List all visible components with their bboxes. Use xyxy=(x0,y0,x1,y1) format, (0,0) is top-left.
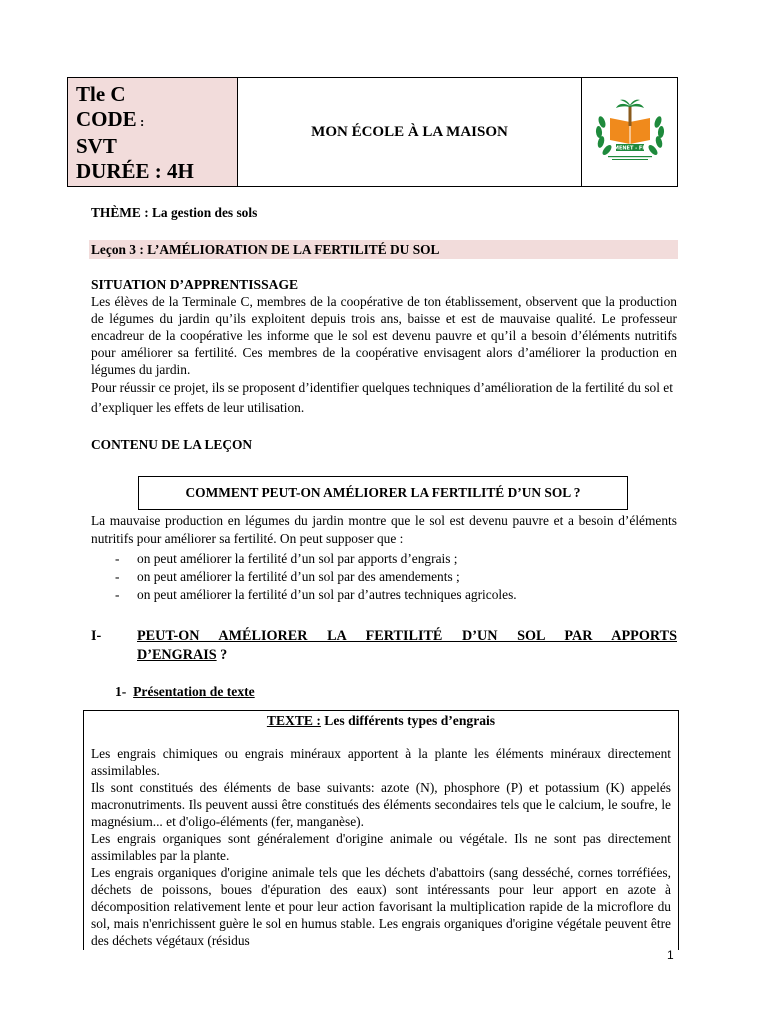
header-info-cell xyxy=(68,78,238,186)
text-paragraph: Les engrais chimiques ou engrais minéraux apportent à la plante les éléments minéraux directement assimilables. xyxy=(91,746,671,778)
intro-text: La mauvaise production en légumes du jardin montre que le sol est devenu pauvre et a besoin d’éléments nutritifs pour améliorer sa fertilité. On peut supposer que : xyxy=(91,513,677,546)
class-label: Tle C xyxy=(76,82,126,106)
section-1-title-line2: D’ENGRAIS ? xyxy=(137,647,228,663)
lecon-title: Leçon 3 : L’AMÉLIORATION DE LA FERTILITÉ DU SOL xyxy=(91,242,440,257)
header-table xyxy=(67,77,678,187)
code-label: CODE : xyxy=(76,107,145,131)
page-number: 1 xyxy=(667,948,674,962)
hypothesis-list xyxy=(115,550,675,604)
list-item: - on peut améliorer la fertilité d’un sol par d’autres techniques agricoles. xyxy=(115,587,517,602)
contenu-title: CONTENU DE LA LEÇON xyxy=(91,437,253,452)
section-1-number: I- xyxy=(91,628,102,644)
situation-paragraph-1: Les élèves de la Terminale C, membres de la coopérative de ton établissement, observent que la production de légumes du jardin qu’ils exploitent depuis trois ans, baisse et est de mauvaise qualité. Le professeur encadreur de la coopérative les informe que le sol est devenu pauvre et qu’il a besoin d’éléments nutritifs pour améliorer sa fertilité. Ces membres de la coopérative envisagent alors d’améliorer la production en légumes du jardin. xyxy=(91,294,677,377)
subsection-1-heading: 1- Présentation de texte xyxy=(115,684,255,699)
duration-label: DURÉE : 4H xyxy=(76,159,194,183)
header-title: MON ÉCOLE À LA MAISON xyxy=(238,78,582,186)
text-paragraph: Ils sont constitués des éléments de base suivants: azote (N), phosphore (P) et potassium (K) appelés macronutriments. Ils peuvent aussi être constitués des éléments secondaires tels que le calcium, le soufre, le magnésium... et d'oligo-éléments (fer, manganèse). xyxy=(91,780,671,829)
ministry-logo xyxy=(590,92,670,172)
question-box: COMMENT PEUT-ON AMÉLIORER LA FERTILITÉ D’UN SOL ? xyxy=(138,476,628,510)
theme-line: THÈME : La gestion des sols xyxy=(91,205,258,220)
situation-text xyxy=(91,293,677,418)
situation-paragraph-2: Pour réussir ce projet, ils se proposent d’identifier quelques techniques d’amélioration de la fertilité du sol et d’expliquer les effets de leur utilisation. xyxy=(91,380,673,415)
text-box-title: TEXTE : Les différents types d’engrais xyxy=(266,713,496,728)
header-logo-cell xyxy=(582,78,677,186)
subject-label: SVT xyxy=(76,134,117,158)
text-paragraph: Les engrais organiques d'origine animale tels que les déchets d'abattoirs (sang desséché, cornes torréfiées, déchets de poissons, boues d'épuration des eaux) sont intéressants pour leur apport en azote à décomposition relativement lente et pour leur action favorisant la multiplication rapide de la microflore du sol, mais n'enrichissent guère le sol en humus stable. Les engrais organiques d'origine végétale peuvent être des déchets végétaux (résidus xyxy=(91,865,671,948)
section-1-title-line1: PEUT-ON AMÉLIORER LA FERTILITÉ D’UN SOL PAR APPORTS xyxy=(137,628,677,644)
list-item: - on peut améliorer la fertilité d’un sol par des amendements ; xyxy=(115,569,460,584)
logo-banner-text: MENET - FP xyxy=(613,145,646,152)
text-box xyxy=(83,710,679,950)
situation-title: SITUATION D’APPRENTISSAGE xyxy=(91,277,299,292)
text-paragraph: Les engrais organiques sont généralement d'origine animale ou végétale. Ils ne sont pas directement assimilables par la plante. xyxy=(91,831,671,863)
text-box-body xyxy=(91,745,671,949)
list-item: - on peut améliorer la fertilité d’un sol par apports d’engrais ; xyxy=(115,551,458,566)
